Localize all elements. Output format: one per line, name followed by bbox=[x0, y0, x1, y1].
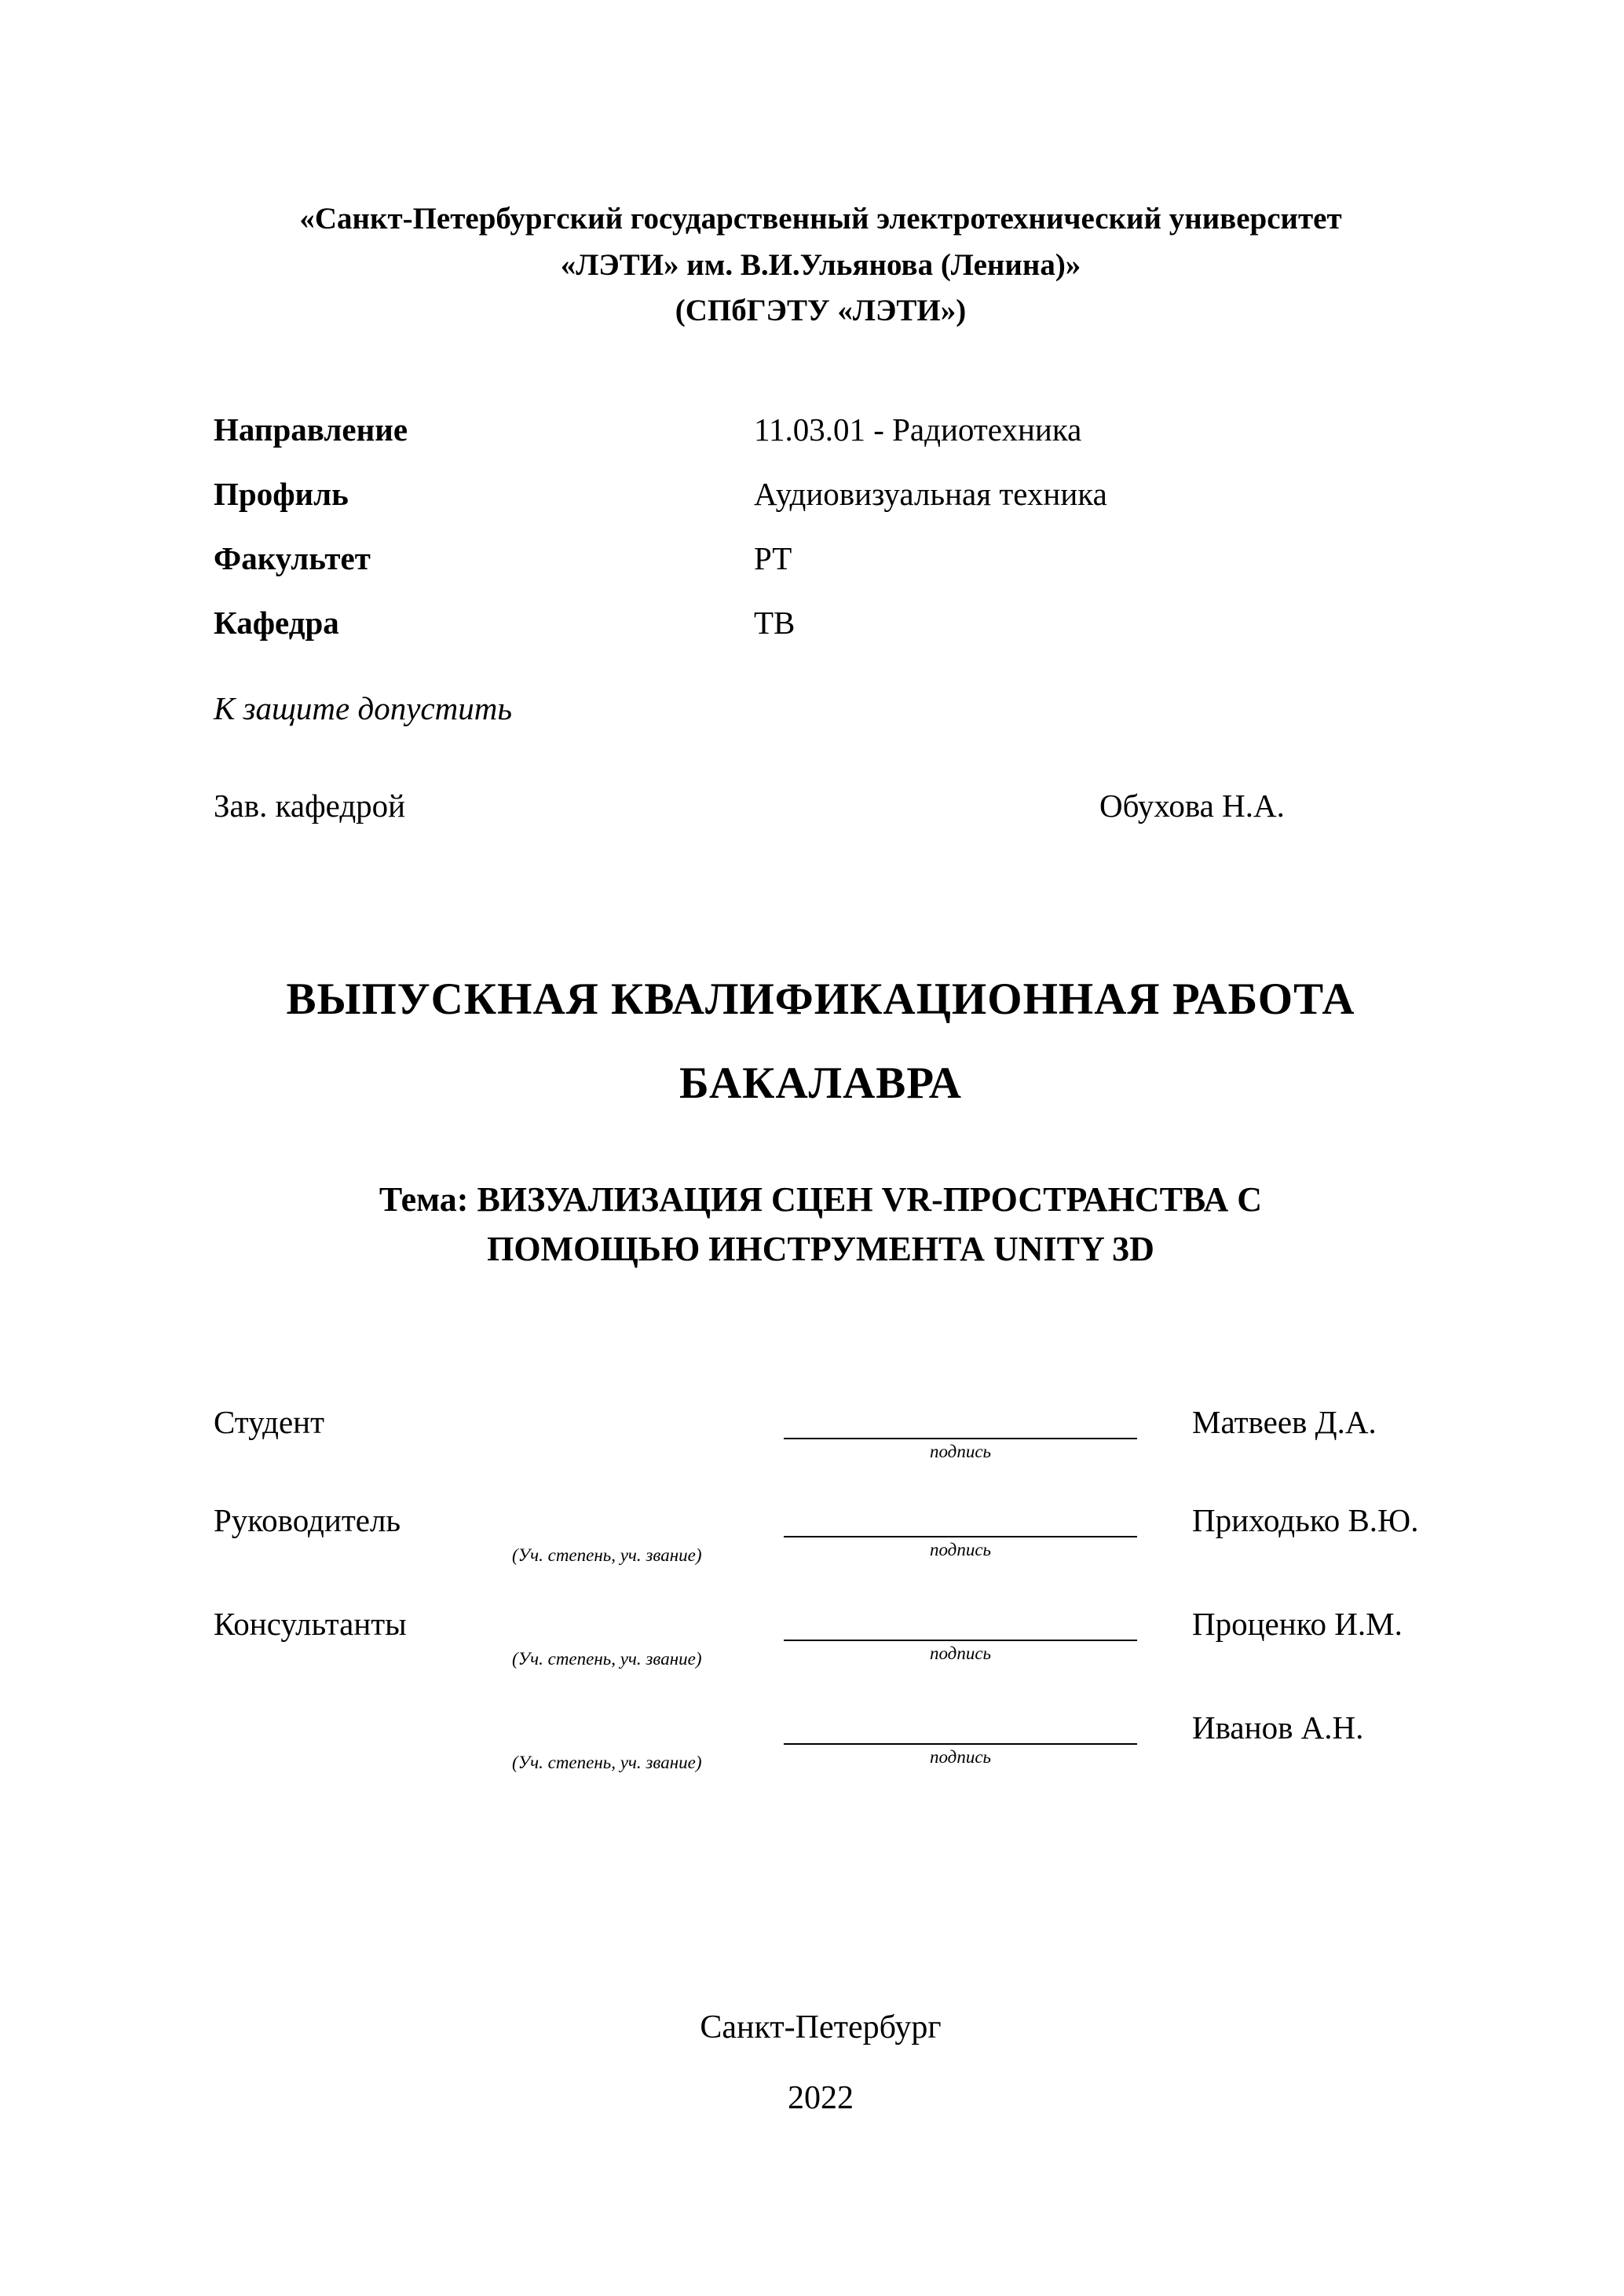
defense-permit-line: К защите допустить bbox=[214, 689, 512, 726]
signature-person-name: Проценко И.М. bbox=[1192, 1606, 1403, 1643]
meta-value-department: ТВ bbox=[754, 604, 796, 641]
department-head-name: Обухова Н.А. bbox=[1099, 787, 1285, 824]
thesis-title-line-1: ВЫПУСКНАЯ КВАЛИФИКАЦИОННАЯ РАБОТА bbox=[286, 974, 1355, 1024]
university-header-line-3: (СПбГЭТУ «ЛЭТИ») bbox=[675, 294, 967, 327]
signature-line bbox=[784, 1602, 1137, 1641]
signature-person-name: Иванов А.Н. bbox=[1192, 1709, 1364, 1746]
signature-row-supervisor bbox=[214, 1498, 1428, 1566]
signature-field bbox=[784, 1602, 1137, 1664]
signature-note: подпись bbox=[929, 1540, 991, 1560]
signature-role-label: Консультанты bbox=[214, 1606, 407, 1643]
thesis-title bbox=[214, 974, 1428, 1109]
university-header bbox=[214, 196, 1428, 335]
signature-person-name: Приходько В.Ю. bbox=[1192, 1502, 1419, 1539]
department-head-label: Зав. кафедрой bbox=[214, 787, 406, 824]
signature-field bbox=[784, 1498, 1137, 1560]
meta-label-direction: Направление bbox=[214, 411, 408, 448]
meta-label-faculty: Факультет bbox=[214, 539, 371, 576]
meta-row-direction bbox=[214, 397, 1428, 462]
signature-row-consultant-2 bbox=[214, 1706, 1428, 1773]
signature-line bbox=[784, 1400, 1137, 1439]
signature-qual-note: (Уч. степень, уч. звание) bbox=[512, 1545, 702, 1566]
signature-row-student bbox=[214, 1400, 1428, 1462]
signature-line bbox=[784, 1706, 1137, 1745]
signature-qual-note: (Уч. степень, уч. звание) bbox=[512, 1753, 702, 1773]
meta-row-faculty bbox=[214, 526, 1428, 590]
footer-year: 2022 bbox=[788, 2080, 854, 2117]
signature-note: подпись bbox=[929, 1643, 991, 1664]
signature-line bbox=[784, 1498, 1137, 1537]
thesis-topic-line-2: ПОМОЩЬЮ ИНСТРУМЕНТА UNITY 3D bbox=[487, 1230, 1154, 1269]
signature-note: подпись bbox=[929, 1747, 991, 1768]
signature-role-label: Руководитель bbox=[214, 1502, 401, 1539]
meta-row-profile bbox=[214, 462, 1428, 526]
footer-block bbox=[214, 2009, 1428, 2117]
signature-note: подпись bbox=[929, 1442, 991, 1462]
thesis-topic bbox=[214, 1175, 1428, 1275]
meta-value-direction: 11.03.01 - Радиотехника bbox=[754, 411, 1082, 448]
meta-label-profile: Профиль bbox=[214, 475, 349, 512]
signature-qual-note bbox=[512, 1400, 784, 1447]
signature-row-consultant-1 bbox=[214, 1602, 1428, 1669]
meta-value-faculty: РТ bbox=[754, 539, 792, 576]
signature-qual-note: (Уч. степень, уч. звание) bbox=[512, 1649, 702, 1669]
signatures-block bbox=[214, 1400, 1428, 1773]
footer-city: Санкт-Петербург bbox=[700, 2009, 942, 2046]
thesis-title-line-2: БАКАЛАВРА bbox=[679, 1058, 962, 1108]
department-head-row bbox=[214, 787, 1428, 824]
signature-field bbox=[784, 1706, 1137, 1768]
signature-field bbox=[784, 1400, 1137, 1462]
university-header-line-2: «ЛЭТИ» им. В.И.Ульянова (Ленина)» bbox=[560, 247, 1081, 282]
university-header-line-1: «Санкт-Петербургский государственный электротехнический университет bbox=[299, 202, 1342, 236]
meta-row-department bbox=[214, 590, 1428, 655]
approval-block bbox=[214, 689, 1428, 824]
signature-role-label: Студент bbox=[214, 1404, 325, 1441]
program-meta-block bbox=[214, 397, 1428, 655]
meta-value-profile: Аудиовизуальная техника bbox=[754, 475, 1107, 512]
thesis-topic-line-1: Тема: ВИЗУАЛИЗАЦИЯ СЦЕН VR-ПРОСТРАНСТВА С bbox=[379, 1179, 1263, 1219]
signature-person-name: Матвеев Д.А. bbox=[1192, 1404, 1377, 1441]
signature-role-label bbox=[214, 1706, 512, 1749]
meta-label-department: Кафедра bbox=[214, 604, 339, 641]
